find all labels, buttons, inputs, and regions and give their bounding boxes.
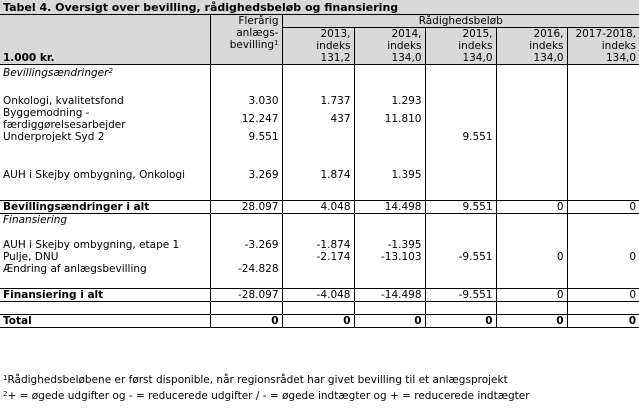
footnote-1: $^1$Rådighedsbeløbene er først disponible, når regionsrådet har givet bevilling til et anlægsprojekt (3, 374, 508, 386)
group-header: Rådighedsbeløb (282, 15, 639, 28)
col-bevilling-header: Flerårig anlægs- bevilling$^1$ (210, 15, 282, 65)
section-bevillingsaendringer: Bevillingsændringer$^2$ (0, 65, 639, 82)
table-title: Tabel 4. Oversigt over bevilling, rådighedsbeløb og finansiering (0, 0, 639, 15)
table-row: Pulje, DNU -2.174 -13.103 -9.551 0 0 (0, 251, 639, 263)
year-header: 2014, (354, 28, 425, 41)
total-row-finansiering: Finansiering i alt -28.097 -4.048 -14.498 -9.551 0 0 (0, 288, 639, 301)
header-row (0, 15, 639, 28)
year-header: 2015, (425, 28, 496, 41)
total-row-bevillingsaendringer: Bevillingsændringer i alt 28.097 4.048 14.498 9.551 0 0 (0, 201, 639, 214)
unit-label: 1.000 kr. (0, 15, 210, 65)
footnote-2: $^2$+ = øgede udgifter og - = reducerede udgifter / - = øgede indtægter og + = reducerede indtægter (3, 390, 530, 402)
table-row: Underprojekt Syd 2 9.551 9.551 (0, 131, 639, 143)
table-row: Ændring af anlægsbevilling -24.828 (0, 263, 639, 275)
budget-table: 1.000 kr. Flerårig anlægs- bevilling$^1$ Rådighedsbeløb 2013, 2014, 2015, 2016, 2017-2018, indeks indeks indeks indeks indeks 131,2 134,0 134,0 134,0 134,0 Bevillingsændringer$^2$ Onkologi, kvalitetsfond 3.030 1.737 1.293 Byggemodning - færdiggørelsesarbejder 12.247 437 11.810 Underprojekt Syd 2 9.551 9.551 AUH i Skejby ombygning, Onkologi 3.269 1.874 1.395 Bevillingsændringer i alt 28.097 4.048 14.498 9.551 0 0 Finansiering AUH i Skejby ombygning, etape 1 -3.269 -1.874 -1.395 Pulje, DNU -2.174 -13.103 -9.551 0 0 Ændring af anlægsbevilling -24.828 Finansiering i alt -28.097 -4.048 -14.498 -9.551 0 0 Total 0 0 0 0 0 0 (0, 15, 639, 328)
grand-total-row: Total 0 0 0 0 0 0 (0, 314, 639, 327)
table-row: AUH i Skejby ombygning, etape 1 -3.269 -1.874 -1.395 (0, 239, 639, 251)
year-header: 2017-2018, (567, 28, 639, 41)
section-finansiering: Finansiering (0, 214, 639, 227)
table-row: AUH i Skejby ombygning, Onkologi 3.269 1.874 1.395 (0, 169, 639, 181)
year-header: 2016, (496, 28, 567, 41)
table-row: Onkologi, kvalitetsfond 3.030 1.737 1.293 (0, 95, 639, 107)
year-header: 2013, (282, 28, 354, 41)
table-row: Byggemodning - færdiggørelsesarbejder 12.247 437 11.810 (0, 107, 639, 131)
